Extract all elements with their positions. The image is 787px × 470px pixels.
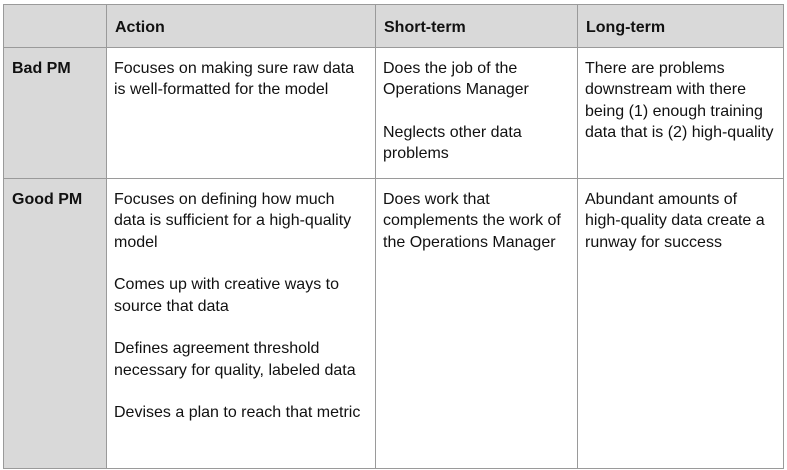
table-row-good-pm: [4, 178, 784, 468]
header-short-term: Short-term: [376, 5, 578, 48]
bad-pm-long-term-cell: [578, 47, 784, 178]
bad-pm-action-cell: [107, 47, 376, 178]
bad-pm-long-term-text: There are problems downstream with there being (1) enough training data that is (2) high-quality: [585, 59, 774, 141]
header-row: [4, 5, 784, 48]
row-label-good-pm: Good PM: [4, 178, 107, 468]
good-pm-short-term-text: Does work that complements the work of the Operations Manager: [383, 190, 561, 251]
bad-pm-short-term-text-2: Neglects other data problems: [383, 123, 522, 162]
header-corner-cell: [4, 5, 107, 48]
good-pm-long-term-text: Abundant amounts of high-quality data create a runway for success: [585, 190, 765, 251]
good-pm-action-text-3: Defines agreement threshold necessary for quality, labeled data: [114, 340, 356, 379]
bad-pm-action-text: Focuses on making sure raw data is well-formatted for the model: [114, 59, 355, 98]
header-long-term: Long-term: [578, 5, 784, 48]
good-pm-action-text-2: Comes up with creative ways to source that data: [114, 276, 339, 315]
pm-comparison-table: [3, 4, 784, 469]
good-pm-short-term-cell: [376, 178, 578, 468]
good-pm-action-text-4: Devises a plan to reach that metric: [114, 404, 361, 421]
header-action: Action: [107, 5, 376, 48]
good-pm-action-text-1: Focuses on defining how much data is sufficient for a high-quality model: [114, 190, 352, 251]
good-pm-long-term-cell: [578, 178, 784, 468]
bad-pm-short-term-text-1: Does the job of the Operations Manager: [383, 59, 529, 98]
good-pm-action-cell: [107, 178, 376, 468]
bad-pm-short-term-cell: [376, 47, 578, 178]
table-row-bad-pm: [4, 47, 784, 178]
row-label-bad-pm: Bad PM: [4, 47, 107, 178]
